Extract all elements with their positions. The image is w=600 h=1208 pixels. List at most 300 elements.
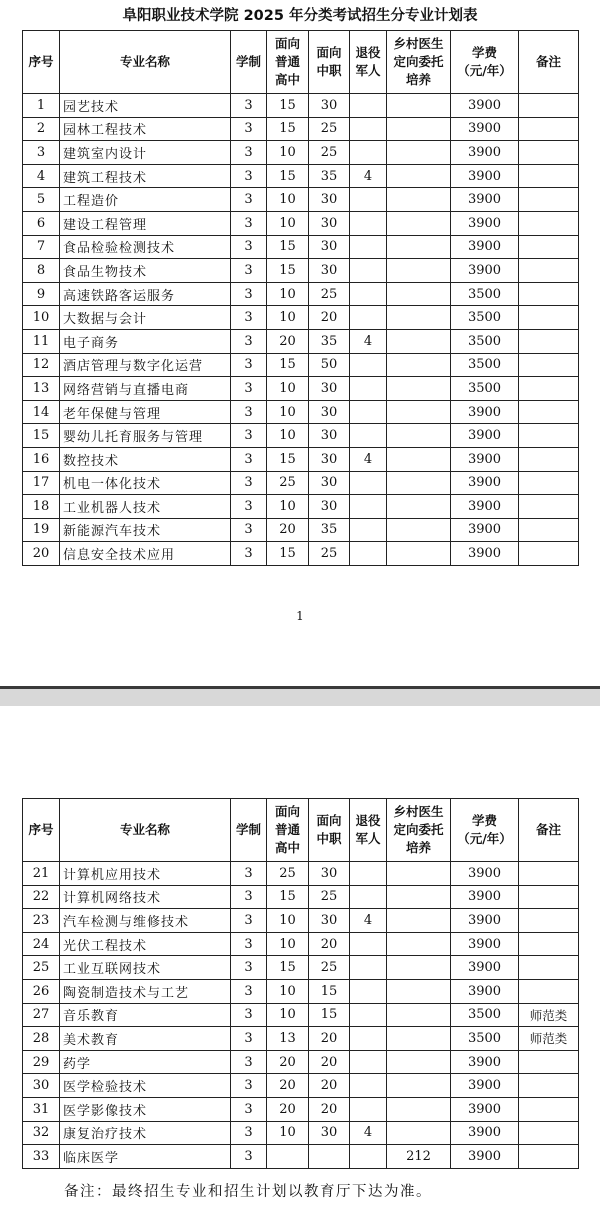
cell-fee: 3900 <box>451 495 519 519</box>
cell-vocational: 30 <box>309 909 350 933</box>
table-row <box>23 235 579 259</box>
cell-vocational: 20 <box>309 1074 350 1098</box>
cell-vocational: 25 <box>309 956 350 980</box>
cell-vocational: 30 <box>309 94 350 118</box>
cell-vocational: 15 <box>309 1003 350 1027</box>
cell-general <box>267 1145 309 1169</box>
cell-rural-doctor <box>387 259 451 283</box>
table-row <box>23 282 579 306</box>
cell-rural-doctor <box>387 471 451 495</box>
cell-veteran <box>350 932 387 956</box>
table-row <box>23 1121 579 1145</box>
cell-fee: 3900 <box>451 447 519 471</box>
cell-general: 10 <box>267 306 309 330</box>
table-row <box>23 1074 579 1098</box>
table-row <box>23 1145 579 1169</box>
cell-major: 医学影像技术 <box>60 1097 231 1121</box>
cell-veteran <box>350 518 387 542</box>
table-row <box>23 1050 579 1074</box>
cell-years: 3 <box>231 1097 267 1121</box>
cell-note <box>519 94 579 118</box>
cell-vocational: 25 <box>309 141 350 165</box>
cell-fee: 3900 <box>451 471 519 495</box>
cell-general: 13 <box>267 1027 309 1051</box>
page-title: 阜阳职业技术学院 2025 年分类考试招生分专业计划表 <box>122 8 478 24</box>
cell-fee: 3500 <box>451 1003 519 1027</box>
cell-major: 康复治疗技术 <box>60 1121 231 1145</box>
table-row <box>23 164 579 188</box>
cell-seq: 6 <box>23 211 60 235</box>
cell-note: 师范类 <box>519 1027 579 1051</box>
cell-rural-doctor <box>387 1074 451 1098</box>
table-row <box>23 188 579 212</box>
cell-major: 汽车检测与维修技术 <box>60 909 231 933</box>
cell-general: 10 <box>267 188 309 212</box>
table-row <box>23 979 579 1003</box>
cell-veteran <box>350 1050 387 1074</box>
table-row <box>23 259 579 283</box>
cell-veteran: 4 <box>350 329 387 353</box>
footnote: 备注：最终招生专业和招生计划以教育厅下达为准。 <box>64 1184 432 1200</box>
cell-vocational: 30 <box>309 377 350 401</box>
cell-note <box>519 518 579 542</box>
cell-note <box>519 932 579 956</box>
cell-major: 陶瓷制造技术与工艺 <box>60 979 231 1003</box>
cell-rural-doctor <box>387 306 451 330</box>
cell-seq: 30 <box>23 1074 60 1098</box>
header-vocational-line: 中职 <box>316 831 342 846</box>
cell-general: 10 <box>267 424 309 448</box>
cell-years: 3 <box>231 1145 267 1169</box>
table-row <box>23 353 579 377</box>
header-fee <box>451 31 519 94</box>
cell-rural-doctor <box>387 1027 451 1051</box>
cell-note <box>519 447 579 471</box>
cell-rural-doctor <box>387 329 451 353</box>
cell-seq: 12 <box>23 353 60 377</box>
cell-vocational: 25 <box>309 282 350 306</box>
header-vocational <box>309 799 350 862</box>
cell-vocational: 50 <box>309 353 350 377</box>
cell-seq: 8 <box>23 259 60 283</box>
cell-vocational: 30 <box>309 188 350 212</box>
cell-fee: 3900 <box>451 400 519 424</box>
cell-vocational: 20 <box>309 1097 350 1121</box>
header-rural-line: 定向委托 <box>393 54 444 69</box>
cell-years: 3 <box>231 235 267 259</box>
header-vocational-line: 面向 <box>316 813 342 828</box>
cell-veteran: 4 <box>350 447 387 471</box>
table-row <box>23 495 579 519</box>
page-separator <box>0 686 600 706</box>
table-row <box>23 377 579 401</box>
header-rural-line: 定向委托 <box>393 822 444 837</box>
cell-rural-doctor <box>387 885 451 909</box>
cell-major: 高速铁路客运服务 <box>60 282 231 306</box>
cell-vocational: 25 <box>309 885 350 909</box>
cell-rural-doctor <box>387 282 451 306</box>
header-fee <box>451 799 519 862</box>
cell-note <box>519 1074 579 1098</box>
cell-fee: 3900 <box>451 909 519 933</box>
cell-veteran <box>350 885 387 909</box>
cell-major: 食品生物技术 <box>60 259 231 283</box>
cell-note <box>519 542 579 566</box>
cell-fee: 3900 <box>451 932 519 956</box>
cell-years: 3 <box>231 400 267 424</box>
cell-fee: 3900 <box>451 885 519 909</box>
cell-note <box>519 1097 579 1121</box>
cell-seq: 24 <box>23 932 60 956</box>
cell-seq: 23 <box>23 909 60 933</box>
cell-seq: 33 <box>23 1145 60 1169</box>
cell-vocational: 20 <box>309 1050 350 1074</box>
cell-veteran <box>350 400 387 424</box>
cell-note <box>519 282 579 306</box>
cell-years: 3 <box>231 471 267 495</box>
cell-fee: 3900 <box>451 211 519 235</box>
cell-vocational: 20 <box>309 932 350 956</box>
cell-vocational <box>309 1145 350 1169</box>
cell-seq: 19 <box>23 518 60 542</box>
cell-years: 3 <box>231 1121 267 1145</box>
cell-years: 3 <box>231 862 267 886</box>
cell-seq: 15 <box>23 424 60 448</box>
cell-vocational: 35 <box>309 164 350 188</box>
cell-fee: 3900 <box>451 1121 519 1145</box>
cell-seq: 25 <box>23 956 60 980</box>
cell-note <box>519 329 579 353</box>
header-vocational-line: 中职 <box>316 63 342 78</box>
cell-general: 10 <box>267 979 309 1003</box>
cell-years: 3 <box>231 885 267 909</box>
cell-veteran <box>350 862 387 886</box>
header-veteran-line: 退役 <box>355 813 381 828</box>
cell-rural-doctor: 212 <box>387 1145 451 1169</box>
cell-vocational: 35 <box>309 329 350 353</box>
cell-major: 音乐教育 <box>60 1003 231 1027</box>
cell-major: 临床医学 <box>60 1145 231 1169</box>
cell-years: 3 <box>231 353 267 377</box>
table-body-page-2 <box>23 862 579 1169</box>
cell-note <box>519 424 579 448</box>
cell-years: 3 <box>231 1027 267 1051</box>
header-rural-doctor <box>387 799 451 862</box>
cell-seq: 9 <box>23 282 60 306</box>
header-general-line: 普通 <box>274 822 300 837</box>
cell-rural-doctor <box>387 377 451 401</box>
cell-seq: 17 <box>23 471 60 495</box>
cell-general: 15 <box>267 94 309 118</box>
cell-major: 老年保健与管理 <box>60 400 231 424</box>
cell-rural-doctor <box>387 1050 451 1074</box>
cell-veteran <box>350 282 387 306</box>
cell-fee: 3900 <box>451 1097 519 1121</box>
cell-years: 3 <box>231 909 267 933</box>
cell-fee: 3500 <box>451 377 519 401</box>
cell-seq: 7 <box>23 235 60 259</box>
cell-years: 3 <box>231 211 267 235</box>
cell-major: 美术教育 <box>60 1027 231 1051</box>
cell-veteran <box>350 188 387 212</box>
cell-fee: 3500 <box>451 329 519 353</box>
cell-seq: 5 <box>23 188 60 212</box>
header-fee-line: （元/年） <box>457 831 512 846</box>
cell-years: 3 <box>231 1050 267 1074</box>
header-fee-line: 学费 <box>471 45 497 60</box>
header-general <box>267 799 309 862</box>
cell-note <box>519 117 579 141</box>
header-rural-line: 乡村医生 <box>393 804 444 819</box>
cell-general: 15 <box>267 885 309 909</box>
cell-fee: 3900 <box>451 188 519 212</box>
header-years: 学制 <box>231 799 267 862</box>
cell-veteran <box>350 471 387 495</box>
header-seq: 序号 <box>23 799 60 862</box>
cell-note <box>519 141 579 165</box>
cell-veteran <box>350 235 387 259</box>
cell-note <box>519 979 579 1003</box>
cell-vocational: 20 <box>309 306 350 330</box>
cell-fee: 3900 <box>451 235 519 259</box>
cell-major: 药学 <box>60 1050 231 1074</box>
table-row <box>23 94 579 118</box>
cell-rural-doctor <box>387 94 451 118</box>
cell-fee: 3900 <box>451 424 519 448</box>
cell-general: 15 <box>267 542 309 566</box>
cell-major: 医学检验技术 <box>60 1074 231 1098</box>
cell-fee: 3900 <box>451 141 519 165</box>
cell-veteran <box>350 1097 387 1121</box>
cell-years: 3 <box>231 377 267 401</box>
cell-note <box>519 885 579 909</box>
cell-seq: 11 <box>23 329 60 353</box>
cell-veteran <box>350 1074 387 1098</box>
cell-major: 酒店管理与数字化运营 <box>60 353 231 377</box>
cell-rural-doctor <box>387 353 451 377</box>
header-vocational-line: 面向 <box>316 45 342 60</box>
cell-note <box>519 862 579 886</box>
cell-years: 3 <box>231 188 267 212</box>
cell-general: 15 <box>267 235 309 259</box>
cell-general: 10 <box>267 909 309 933</box>
cell-rural-doctor <box>387 932 451 956</box>
cell-major: 工业互联网技术 <box>60 956 231 980</box>
cell-fee: 3900 <box>451 164 519 188</box>
table-header-row <box>23 799 579 862</box>
cell-fee: 3900 <box>451 518 519 542</box>
cell-years: 3 <box>231 956 267 980</box>
cell-note <box>519 956 579 980</box>
cell-vocational: 30 <box>309 862 350 886</box>
cell-general: 15 <box>267 956 309 980</box>
cell-years: 3 <box>231 424 267 448</box>
cell-seq: 27 <box>23 1003 60 1027</box>
cell-rural-doctor <box>387 424 451 448</box>
cell-rural-doctor <box>387 1097 451 1121</box>
cell-vocational: 30 <box>309 1121 350 1145</box>
cell-seq: 21 <box>23 862 60 886</box>
cell-major: 工程造价 <box>60 188 231 212</box>
table-row <box>23 956 579 980</box>
cell-major: 网络营销与直播电商 <box>60 377 231 401</box>
cell-general: 20 <box>267 1097 309 1121</box>
page-separator-edge <box>0 686 600 689</box>
cell-veteran: 4 <box>350 164 387 188</box>
cell-vocational: 35 <box>309 518 350 542</box>
header-rural-line: 乡村医生 <box>393 36 444 51</box>
cell-veteran <box>350 306 387 330</box>
cell-general: 15 <box>267 259 309 283</box>
cell-years: 3 <box>231 447 267 471</box>
cell-seq: 31 <box>23 1097 60 1121</box>
table-row <box>23 542 579 566</box>
cell-rural-doctor <box>387 518 451 542</box>
cell-veteran <box>350 117 387 141</box>
cell-veteran <box>350 956 387 980</box>
cell-major: 园林工程技术 <box>60 117 231 141</box>
cell-vocational: 25 <box>309 542 350 566</box>
cell-veteran <box>350 1003 387 1027</box>
cell-rural-doctor <box>387 495 451 519</box>
cell-major: 建筑室内设计 <box>60 141 231 165</box>
cell-seq: 20 <box>23 542 60 566</box>
cell-rural-doctor <box>387 400 451 424</box>
cell-note <box>519 188 579 212</box>
header-veteran <box>350 799 387 862</box>
header-veteran-line: 退役 <box>355 45 381 60</box>
cell-note <box>519 377 579 401</box>
cell-note <box>519 495 579 519</box>
cell-fee: 3900 <box>451 1145 519 1169</box>
cell-seq: 28 <box>23 1027 60 1051</box>
table-row <box>23 1027 579 1051</box>
cell-rural-doctor <box>387 542 451 566</box>
cell-major: 机电一体化技术 <box>60 471 231 495</box>
cell-vocational: 30 <box>309 447 350 471</box>
cell-fee: 3900 <box>451 94 519 118</box>
cell-note <box>519 211 579 235</box>
cell-major: 数控技术 <box>60 447 231 471</box>
cell-rural-doctor <box>387 1121 451 1145</box>
table-row <box>23 885 579 909</box>
cell-rural-doctor <box>387 188 451 212</box>
cell-major: 建筑工程技术 <box>60 164 231 188</box>
header-years: 学制 <box>231 31 267 94</box>
cell-major: 大数据与会计 <box>60 306 231 330</box>
cell-veteran <box>350 1145 387 1169</box>
cell-general: 20 <box>267 1050 309 1074</box>
cell-general: 10 <box>267 141 309 165</box>
cell-fee: 3900 <box>451 1050 519 1074</box>
header-veteran <box>350 31 387 94</box>
cell-general: 20 <box>267 518 309 542</box>
table-row <box>23 424 579 448</box>
cell-rural-doctor <box>387 979 451 1003</box>
cell-years: 3 <box>231 117 267 141</box>
cell-veteran <box>350 979 387 1003</box>
header-fee-line: 学费 <box>471 813 497 828</box>
cell-rural-doctor <box>387 956 451 980</box>
table-row <box>23 862 579 886</box>
cell-note <box>519 164 579 188</box>
cell-years: 3 <box>231 1074 267 1098</box>
cell-major: 工业机器人技术 <box>60 495 231 519</box>
cell-rural-doctor <box>387 862 451 886</box>
cell-general: 15 <box>267 353 309 377</box>
cell-veteran <box>350 377 387 401</box>
cell-seq: 16 <box>23 447 60 471</box>
table-row <box>23 1097 579 1121</box>
cell-veteran <box>350 94 387 118</box>
cell-years: 3 <box>231 542 267 566</box>
cell-seq: 26 <box>23 979 60 1003</box>
cell-years: 3 <box>231 141 267 165</box>
cell-major: 园艺技术 <box>60 94 231 118</box>
cell-major: 婴幼儿托育服务与管理 <box>60 424 231 448</box>
cell-fee: 3900 <box>451 117 519 141</box>
header-note: 备注 <box>519 31 579 94</box>
cell-vocational: 30 <box>309 471 350 495</box>
header-veteran-line: 军人 <box>355 831 381 846</box>
cell-years: 3 <box>231 329 267 353</box>
cell-general: 10 <box>267 377 309 401</box>
cell-veteran <box>350 353 387 377</box>
cell-general: 10 <box>267 400 309 424</box>
cell-note: 师范类 <box>519 1003 579 1027</box>
table-header-row <box>23 31 579 94</box>
cell-fee: 3900 <box>451 542 519 566</box>
cell-seq: 3 <box>23 141 60 165</box>
enrollment-plan-table-page-1 <box>22 30 579 566</box>
cell-veteran: 4 <box>350 1121 387 1145</box>
table-body-page-1 <box>23 94 579 566</box>
cell-vocational: 30 <box>309 495 350 519</box>
cell-veteran <box>350 495 387 519</box>
cell-general: 15 <box>267 164 309 188</box>
table-row <box>23 1003 579 1027</box>
cell-rural-doctor <box>387 117 451 141</box>
cell-general: 15 <box>267 447 309 471</box>
header-fee-line: （元/年） <box>457 63 512 78</box>
header-rural-line: 培养 <box>405 72 431 87</box>
table-row <box>23 518 579 542</box>
cell-years: 3 <box>231 306 267 330</box>
table-row <box>23 909 579 933</box>
cell-vocational: 30 <box>309 211 350 235</box>
cell-seq: 13 <box>23 377 60 401</box>
cell-note <box>519 1050 579 1074</box>
cell-major: 食品检验检测技术 <box>60 235 231 259</box>
cell-years: 3 <box>231 932 267 956</box>
cell-rural-doctor <box>387 235 451 259</box>
cell-major: 电子商务 <box>60 329 231 353</box>
table-row <box>23 471 579 495</box>
cell-fee: 3500 <box>451 1027 519 1051</box>
cell-years: 3 <box>231 164 267 188</box>
cell-vocational: 20 <box>309 1027 350 1051</box>
header-note: 备注 <box>519 799 579 862</box>
table-row <box>23 117 579 141</box>
cell-general: 20 <box>267 1074 309 1098</box>
cell-veteran <box>350 259 387 283</box>
cell-note <box>519 235 579 259</box>
cell-general: 10 <box>267 1121 309 1145</box>
table-row <box>23 211 579 235</box>
cell-seq: 1 <box>23 94 60 118</box>
cell-seq: 29 <box>23 1050 60 1074</box>
cell-major: 光伏工程技术 <box>60 932 231 956</box>
